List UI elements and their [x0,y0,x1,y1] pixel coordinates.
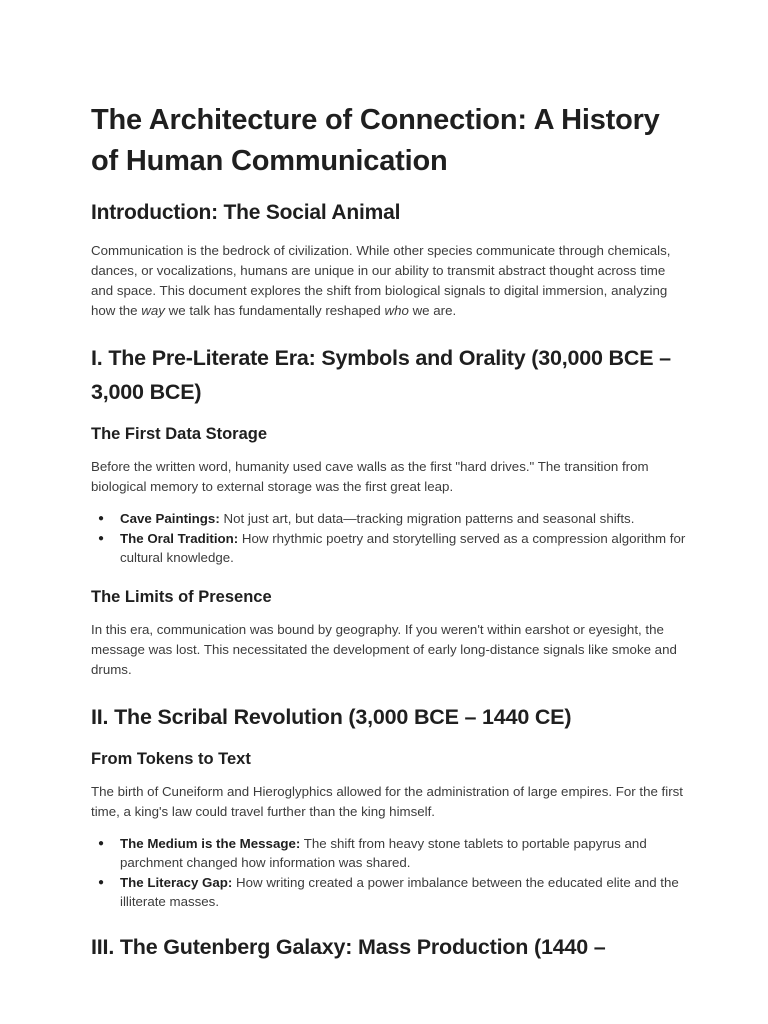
section-1-sub-2-paragraph: In this era, communication was bound by geography. If you weren't within earshot or eyesight, the message was lost. This necessitated the development of early long-distance signals like smoke and drums. [91,621,677,677]
section-1-bullet-list [91,509,691,568]
section-2-bullet-list [91,834,691,912]
section-2-sub-1-paragraph: The birth of Cuneiform and Hieroglyphics allowed for the administration of large empires. For the first time, a king's law could travel further than the king himself. [91,783,683,819]
section-3-heading: III. The Gutenberg Galaxy: Mass Production (1440 – [91,934,606,959]
section-1-sub-1-heading: The First Data Storage [91,425,268,443]
list-item: ● The Literacy Gap: How writing created a power imbalance between the educated elite and the illiterate masses. [98,874,679,909]
document-title: The Architecture of Connection: A History of Human Communication [91,104,660,177]
section-1-sub-1-paragraph: Before the written word, humanity used cave walls as the first "hard drives." The transition from biological memory to external storage was the first great leap. [91,459,649,494]
document-body [91,100,691,978]
bullet-icon: ● [98,837,105,849]
list-item: ● The Medium is the Message: The shift from heavy stone tablets to portable papyrus and parchment changed how information was shared. [98,835,647,870]
intro-heading: Introduction: The Social Animal [91,201,401,224]
section-2-sub-1-heading: From Tokens to Text [91,749,251,768]
section-1-heading: I. The Pre-Literate Era: Symbols and Orality (30,000 BCE – 3,000 BCE) [91,346,671,404]
list-item: ● Cave Paintings: Not just art, but data—tracking migration patterns and seasonal shifts. [91,509,691,529]
section-1-sub-2-heading: The Limits of Presence [91,587,272,606]
section-2-heading: II. The Scribal Revolution (3,000 BCE – 1440 CE) [91,704,572,729]
bullet-icon: ● [98,513,105,524]
list-item: ● The Oral Tradition: How rhythmic poetry and storytelling served as a compression algorithm for cultural knowledge. [98,530,686,565]
bullet-icon: ● [98,876,105,888]
intro-paragraph: Communication is the bedrock of civilization. While other species communicate through chemicals, dances, or vocalizations, humans are unique in our ability to transmit abstract thought across time and space. This document explores the shift from biological signals to digital immersion, analyzing how the way we talk has fundamentally reshaped who we are. [91,243,671,318]
bullet-icon: ● [98,532,105,544]
